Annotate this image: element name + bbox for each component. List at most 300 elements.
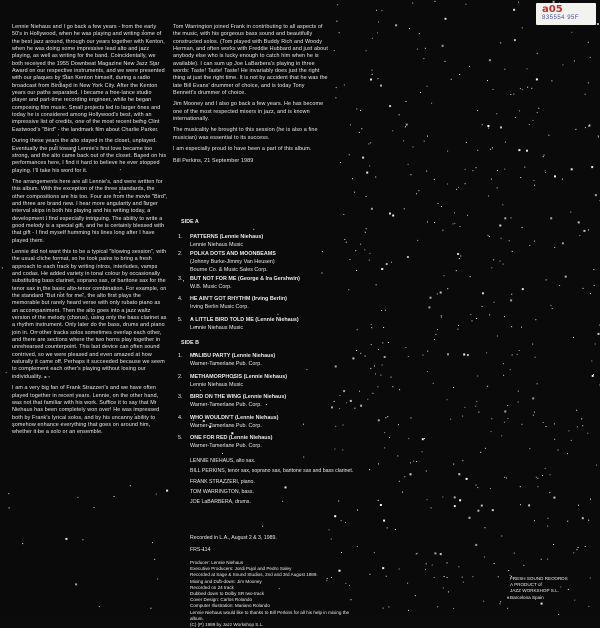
star-dot <box>335 97 336 98</box>
star-dot <box>349 259 350 260</box>
star-dot <box>447 151 448 152</box>
star-dot <box>598 137 599 138</box>
price-sticker <box>536 3 596 25</box>
star-dot <box>504 217 506 219</box>
star-dot <box>359 391 360 392</box>
star-dot <box>341 520 342 521</box>
star-dot <box>366 196 367 197</box>
star-dot <box>431 507 432 508</box>
star-dot <box>552 308 553 309</box>
star-dot <box>567 521 568 522</box>
star-dot <box>510 369 511 370</box>
star-dot <box>306 369 307 370</box>
track-number: 2. <box>178 251 183 259</box>
star-dot <box>534 412 535 413</box>
star-dot <box>336 21 337 22</box>
star-dot <box>417 553 418 554</box>
star-dot <box>408 610 409 611</box>
star-dot <box>559 285 560 286</box>
star-dot <box>504 411 506 413</box>
star-dot <box>360 353 361 354</box>
star-dot <box>370 142 371 143</box>
track-credit: Warner-Tamerlane Pub. Corp. <box>190 361 262 369</box>
star-dot <box>344 85 345 86</box>
track-number: 1. <box>178 234 183 242</box>
star-dot <box>507 597 509 599</box>
star-dot <box>447 577 448 578</box>
liner-paragraph: Tom Warrington joined Frank in contributing to all aspects of the music, with his gorgeous bass sound and beautifully constructed solos. (Tom played with Buddy Rich and Woody Herman, and often works with Freddie Hubbard and just about anybody else who is lucky enough to catch him when he is available). I can sum up Joe LaBarbera's playing in three words: Taste! Taste! Taste! He invariably does just the right thing at just the right time. It is not by accident that he was the late Bill Evans' drummer of choice, and is today Tony Bennett's drummer of choice. <box>173 24 328 97</box>
star-dot <box>335 366 337 368</box>
star-dot <box>389 437 390 438</box>
track-number: 3. <box>178 394 183 402</box>
star-dot <box>441 206 442 207</box>
track-title: ONE FOR RED (Lennie Niehaus) <box>190 435 272 443</box>
star-dot <box>370 79 372 81</box>
star-dot <box>500 603 501 604</box>
track-credit: (Johnny Burke-Jimmy Van Heusen) <box>190 259 275 267</box>
star-dot <box>501 435 502 436</box>
star-dot <box>383 520 385 522</box>
star-dot <box>521 327 522 328</box>
star-dot <box>510 94 511 95</box>
star-dot <box>582 425 583 426</box>
star-dot <box>469 66 470 67</box>
star-dot <box>380 504 382 506</box>
sticker-code: a05 <box>542 4 563 15</box>
star-dot <box>503 264 504 265</box>
track-publisher: Bourne Co. & Music Sales Corp. <box>190 267 268 275</box>
star-dot <box>562 64 563 65</box>
star-dot <box>488 235 489 236</box>
star-dot <box>447 184 448 185</box>
star-dot <box>339 395 340 396</box>
star-dot <box>412 3 413 4</box>
star-dot <box>408 438 409 439</box>
star-dot <box>547 559 548 560</box>
star-dot <box>426 171 427 172</box>
star-dot <box>355 250 356 251</box>
star-dot <box>99 606 100 607</box>
star-dot <box>494 302 495 303</box>
star-dot <box>343 390 345 392</box>
star-dot <box>518 391 519 392</box>
star-dot <box>519 110 520 111</box>
star-dot <box>467 354 469 356</box>
label-line: Barcelona Spain <box>510 595 595 601</box>
star-dot <box>336 87 337 88</box>
star-dot <box>591 166 593 168</box>
star-dot <box>503 363 504 364</box>
star-dot <box>583 230 585 232</box>
star-dot <box>453 223 454 224</box>
star-dot <box>542 475 543 476</box>
track-credit: Lennie Niehaus Music <box>190 325 243 333</box>
star-dot <box>395 24 397 26</box>
star-dot <box>413 461 414 462</box>
star-dot <box>491 179 492 180</box>
star-dot <box>382 567 384 569</box>
star-dot <box>427 371 428 372</box>
star-dot <box>545 170 546 171</box>
star-dot <box>458 187 459 188</box>
credit-line: Recorded on 24 track <box>190 585 360 591</box>
star-dot <box>427 136 428 137</box>
star-dot <box>517 354 518 355</box>
star-dot <box>518 2 519 3</box>
star-dot <box>418 190 419 191</box>
star-dot <box>389 213 391 215</box>
star-dot <box>476 485 477 486</box>
star-dot <box>2 267 3 268</box>
star-dot <box>441 317 442 318</box>
star-dot <box>430 297 432 299</box>
star-dot <box>322 273 323 274</box>
liner-paragraph: I am a very big fan of Frank Strazzeri's and we have often played together in recent years. Lennie, on the other hand, was not that familiar with his work. Suffice it to say that Mr Niehaus has been completely won over! He was impressed both by Frank's lyrical solos, and by his uncanny ability to somehow enhance everything that goes on around him, whether it be a solo or an ensemble. <box>12 385 168 436</box>
star-dot <box>547 518 548 519</box>
star-dot <box>303 424 304 425</box>
credit-line: Cover Design: Carlos Rolando <box>190 597 360 603</box>
star-dot <box>350 124 351 125</box>
star-dot <box>6 372 7 373</box>
star-dot <box>371 208 373 210</box>
star-dot <box>488 196 489 197</box>
star-dot <box>574 61 575 62</box>
star-dot <box>428 306 430 308</box>
star-dot <box>585 127 586 128</box>
star-dot <box>546 426 547 427</box>
star-dot <box>543 422 544 423</box>
star-dot <box>387 416 388 417</box>
star-dot <box>513 9 515 11</box>
star-dot <box>399 481 400 482</box>
star-dot <box>352 178 353 179</box>
track-title: WHO WOULDN'T (Lennie Niehaus) <box>190 415 278 423</box>
star-dot <box>360 244 361 245</box>
star-dot <box>466 478 468 480</box>
star-dot <box>577 426 578 427</box>
star-dot <box>487 80 488 81</box>
star-dot <box>500 126 502 128</box>
star-dot <box>492 147 493 148</box>
track-number: 4. <box>178 296 183 304</box>
star-dot <box>445 18 447 20</box>
star-dot <box>527 68 528 69</box>
star-dot <box>339 408 340 409</box>
star-dot <box>537 486 538 487</box>
star-dot <box>378 500 379 501</box>
star-dot <box>438 203 439 204</box>
star-dot <box>595 344 596 345</box>
liner-paragraph: Lennie Niehaus and I go back a few years - from the early 50's in Hollywood, when he was playing and writing some of the best jazz around, through our years together with Kenton, when he was doing some impressive lead alto and jazz playing, as well as writing for the band. Coincidentally, we both received the 1955 Downbeat Magazine New Jazz Star Award on our respective instruments, and we were presented with our plaques by Stan Kenton himself, during a radio broadcast from Birdland in New York City. After the Kenton years our paths separated. I became a free-lance studio player and part-time recording engineer, while he began composing film music. Small projects led to larger ones and today he is considered among Hollywood's best, with an impressive list of credits, one of the most recent being Clint Eastwood's "Bird" - the landmark film about Charlie Parker. <box>12 24 168 134</box>
star-dot <box>357 510 358 511</box>
track-number: 5. <box>178 317 183 325</box>
star-dot <box>426 563 427 564</box>
star-dot <box>524 167 525 168</box>
star-dot <box>485 448 486 449</box>
star-dot <box>378 419 380 421</box>
star-dot <box>454 223 455 224</box>
star-dot <box>403 140 404 141</box>
star-dot <box>511 294 512 295</box>
star-dot <box>356 270 357 271</box>
star-dot <box>554 439 555 440</box>
star-dot <box>450 419 451 420</box>
star-dot <box>454 505 456 507</box>
star-dot <box>529 124 530 125</box>
star-dot <box>478 412 479 413</box>
star-dot <box>548 135 549 136</box>
star-dot <box>371 324 372 325</box>
star-dot <box>334 401 335 402</box>
star-dot <box>22 543 23 544</box>
star-dot <box>345 522 346 523</box>
star-dot <box>331 406 333 408</box>
personnel-entry: FRANK STRAZZERI, piano. <box>190 479 370 486</box>
star-dot <box>550 305 551 306</box>
star-dot <box>397 455 398 456</box>
star-dot <box>598 333 600 335</box>
star-dot <box>522 288 524 290</box>
star-dot <box>500 42 501 43</box>
track-credit: W.B. Music Corp. <box>190 284 232 292</box>
star-dot <box>416 553 417 554</box>
star-dot <box>367 399 368 400</box>
star-dot <box>537 383 538 384</box>
star-dot <box>594 285 595 286</box>
star-dot <box>385 310 386 311</box>
star-dot <box>541 603 543 605</box>
star-dot <box>477 510 479 512</box>
star-dot <box>527 87 528 88</box>
star-dot <box>476 167 477 168</box>
star-dot <box>222 453 223 454</box>
star-dot <box>532 344 533 345</box>
star-dot <box>502 204 503 205</box>
liner-signature: Bill Perkins, 21 September 1989 <box>173 158 328 165</box>
star-dot <box>534 241 535 242</box>
star-dot <box>528 504 530 506</box>
liner-notes-left-column <box>12 24 168 441</box>
star-dot <box>536 78 538 80</box>
star-dot <box>462 460 463 461</box>
star-dot <box>510 299 512 301</box>
star-dot <box>384 432 385 433</box>
star-dot <box>571 440 572 441</box>
copyright-line: (C) (P) 1989 by Jazz Workshop S.L. <box>190 622 360 628</box>
star-dot <box>587 433 588 434</box>
star-dot <box>582 517 584 519</box>
track-title: METHAMORPHOSIS (Lennie Niehaus) <box>190 374 287 382</box>
star-dot <box>387 527 388 528</box>
star-dot <box>490 488 491 489</box>
star-dot <box>578 547 579 548</box>
star-dot <box>565 276 567 278</box>
star-dot <box>497 187 498 188</box>
track-title: PATTERNS (Lennie Niehaus) <box>190 234 263 242</box>
star-dot <box>512 251 513 252</box>
star-dot <box>383 608 384 609</box>
star-dot <box>369 253 370 254</box>
star-dot <box>380 85 382 87</box>
track-title: POLKA DOTS AND MOONBEAMS <box>190 251 276 259</box>
star-dot <box>389 105 391 107</box>
star-dot <box>593 269 594 270</box>
star-dot <box>411 418 412 419</box>
star-dot <box>553 497 555 499</box>
star-dot <box>507 418 508 419</box>
star-dot <box>522 89 523 90</box>
star-dot <box>440 292 442 294</box>
star-dot <box>590 57 591 58</box>
star-dot <box>423 58 424 59</box>
star-dot <box>374 366 375 367</box>
star-dot <box>504 169 505 170</box>
star-dot <box>571 168 573 170</box>
star-dot <box>518 402 519 403</box>
track-number: 5. <box>178 435 183 443</box>
star-dot <box>529 448 530 449</box>
star-dot <box>544 155 545 156</box>
star-dot <box>458 473 460 475</box>
credit-line: Recorded at Sage & Sound Studios, 2nd and 3rd August 1989. <box>190 572 360 578</box>
star-dot <box>488 128 489 129</box>
star-dot <box>453 608 454 609</box>
star-dot <box>489 236 490 237</box>
star-dot <box>425 569 426 570</box>
star-dot <box>416 461 417 462</box>
star-dot <box>487 386 488 387</box>
star-dot <box>437 606 438 607</box>
star-dot <box>568 430 569 431</box>
star-dot <box>459 74 460 75</box>
star-dot <box>463 354 465 356</box>
star-dot <box>434 339 435 340</box>
star-dot <box>447 562 448 563</box>
star-dot <box>405 347 406 348</box>
star-dot <box>550 217 552 219</box>
star-dot <box>380 375 381 376</box>
star-dot <box>366 50 367 51</box>
star-dot <box>545 172 546 173</box>
side-b-label: SIDE B <box>181 340 199 346</box>
star-dot <box>533 120 534 121</box>
label-block <box>510 576 595 601</box>
star-dot <box>371 327 372 328</box>
star-dot <box>183 280 184 281</box>
star-dot <box>453 387 454 388</box>
star-dot <box>410 473 412 475</box>
star-dot <box>482 124 483 125</box>
star-dot <box>349 154 350 155</box>
star-dot <box>383 327 384 328</box>
star-dot <box>501 238 502 239</box>
star-dot <box>476 401 477 402</box>
star-dot <box>356 350 357 351</box>
star-dot <box>65 538 67 540</box>
star-dot <box>598 135 599 136</box>
star-dot <box>447 353 449 355</box>
star-dot <box>575 129 576 130</box>
star-dot <box>458 325 459 326</box>
star-dot <box>427 499 428 500</box>
star-dot <box>384 447 385 448</box>
track-title: MALIBU PARTY (Lennie Niehaus) <box>190 353 275 361</box>
star-dot <box>342 449 343 450</box>
star-dot <box>514 553 515 554</box>
star-dot <box>335 426 336 427</box>
star-dot <box>501 536 502 537</box>
star-dot <box>432 565 433 566</box>
track-title: A LITTLE BIRD TOLD ME (Lennie Niehaus) <box>190 317 299 325</box>
star-dot <box>537 112 538 113</box>
star-dot <box>591 361 592 362</box>
star-dot <box>472 320 473 321</box>
star-dot <box>579 235 580 236</box>
star-dot <box>535 357 536 358</box>
star-dot <box>442 230 443 231</box>
star-dot <box>477 110 478 111</box>
star-dot <box>529 245 530 246</box>
star-dot <box>576 410 577 411</box>
star-dot <box>354 192 355 193</box>
star-dot <box>166 490 168 492</box>
star-dot <box>531 88 532 89</box>
star-dot <box>366 228 367 229</box>
star-dot <box>462 577 463 578</box>
liner-paragraph: I am especially proud to have been a part of this album. <box>173 146 328 153</box>
star-dot <box>399 389 400 390</box>
star-dot <box>82 539 83 540</box>
star-dot <box>520 177 521 178</box>
star-dot <box>382 365 383 366</box>
star-dot <box>463 582 464 583</box>
star-dot <box>459 499 461 501</box>
star-dot <box>404 476 405 477</box>
star-dot <box>592 375 594 377</box>
star-dot <box>388 342 389 343</box>
star-dot <box>472 170 473 171</box>
star-dot <box>590 293 591 294</box>
star-dot <box>356 109 357 110</box>
star-dot <box>377 78 378 79</box>
star-dot <box>493 89 494 90</box>
star-dot <box>593 374 594 375</box>
star-dot <box>407 256 409 258</box>
star-dot <box>417 49 418 50</box>
star-dot <box>368 143 369 144</box>
star-dot <box>266 404 267 405</box>
star-dot <box>551 80 552 81</box>
star-dot <box>376 10 377 11</box>
star-dot <box>578 221 580 223</box>
star-dot <box>156 494 157 495</box>
star-dot <box>382 342 383 343</box>
track-title: HE AIN'T GOT RHYTHM (Irving Berlin) <box>190 296 287 304</box>
credit-line: Computer Illustration: Mariano Rolando <box>190 603 360 609</box>
star-dot <box>369 165 370 166</box>
star-dot <box>381 268 383 270</box>
star-dot <box>597 23 599 25</box>
star-dot <box>442 497 443 498</box>
star-dot <box>493 259 494 260</box>
star-dot <box>398 424 399 425</box>
star-dot <box>334 50 335 51</box>
star-dot <box>369 260 370 261</box>
star-dot <box>489 59 491 61</box>
star-dot <box>535 319 536 320</box>
star-dot <box>451 79 452 80</box>
star-dot <box>454 212 455 213</box>
